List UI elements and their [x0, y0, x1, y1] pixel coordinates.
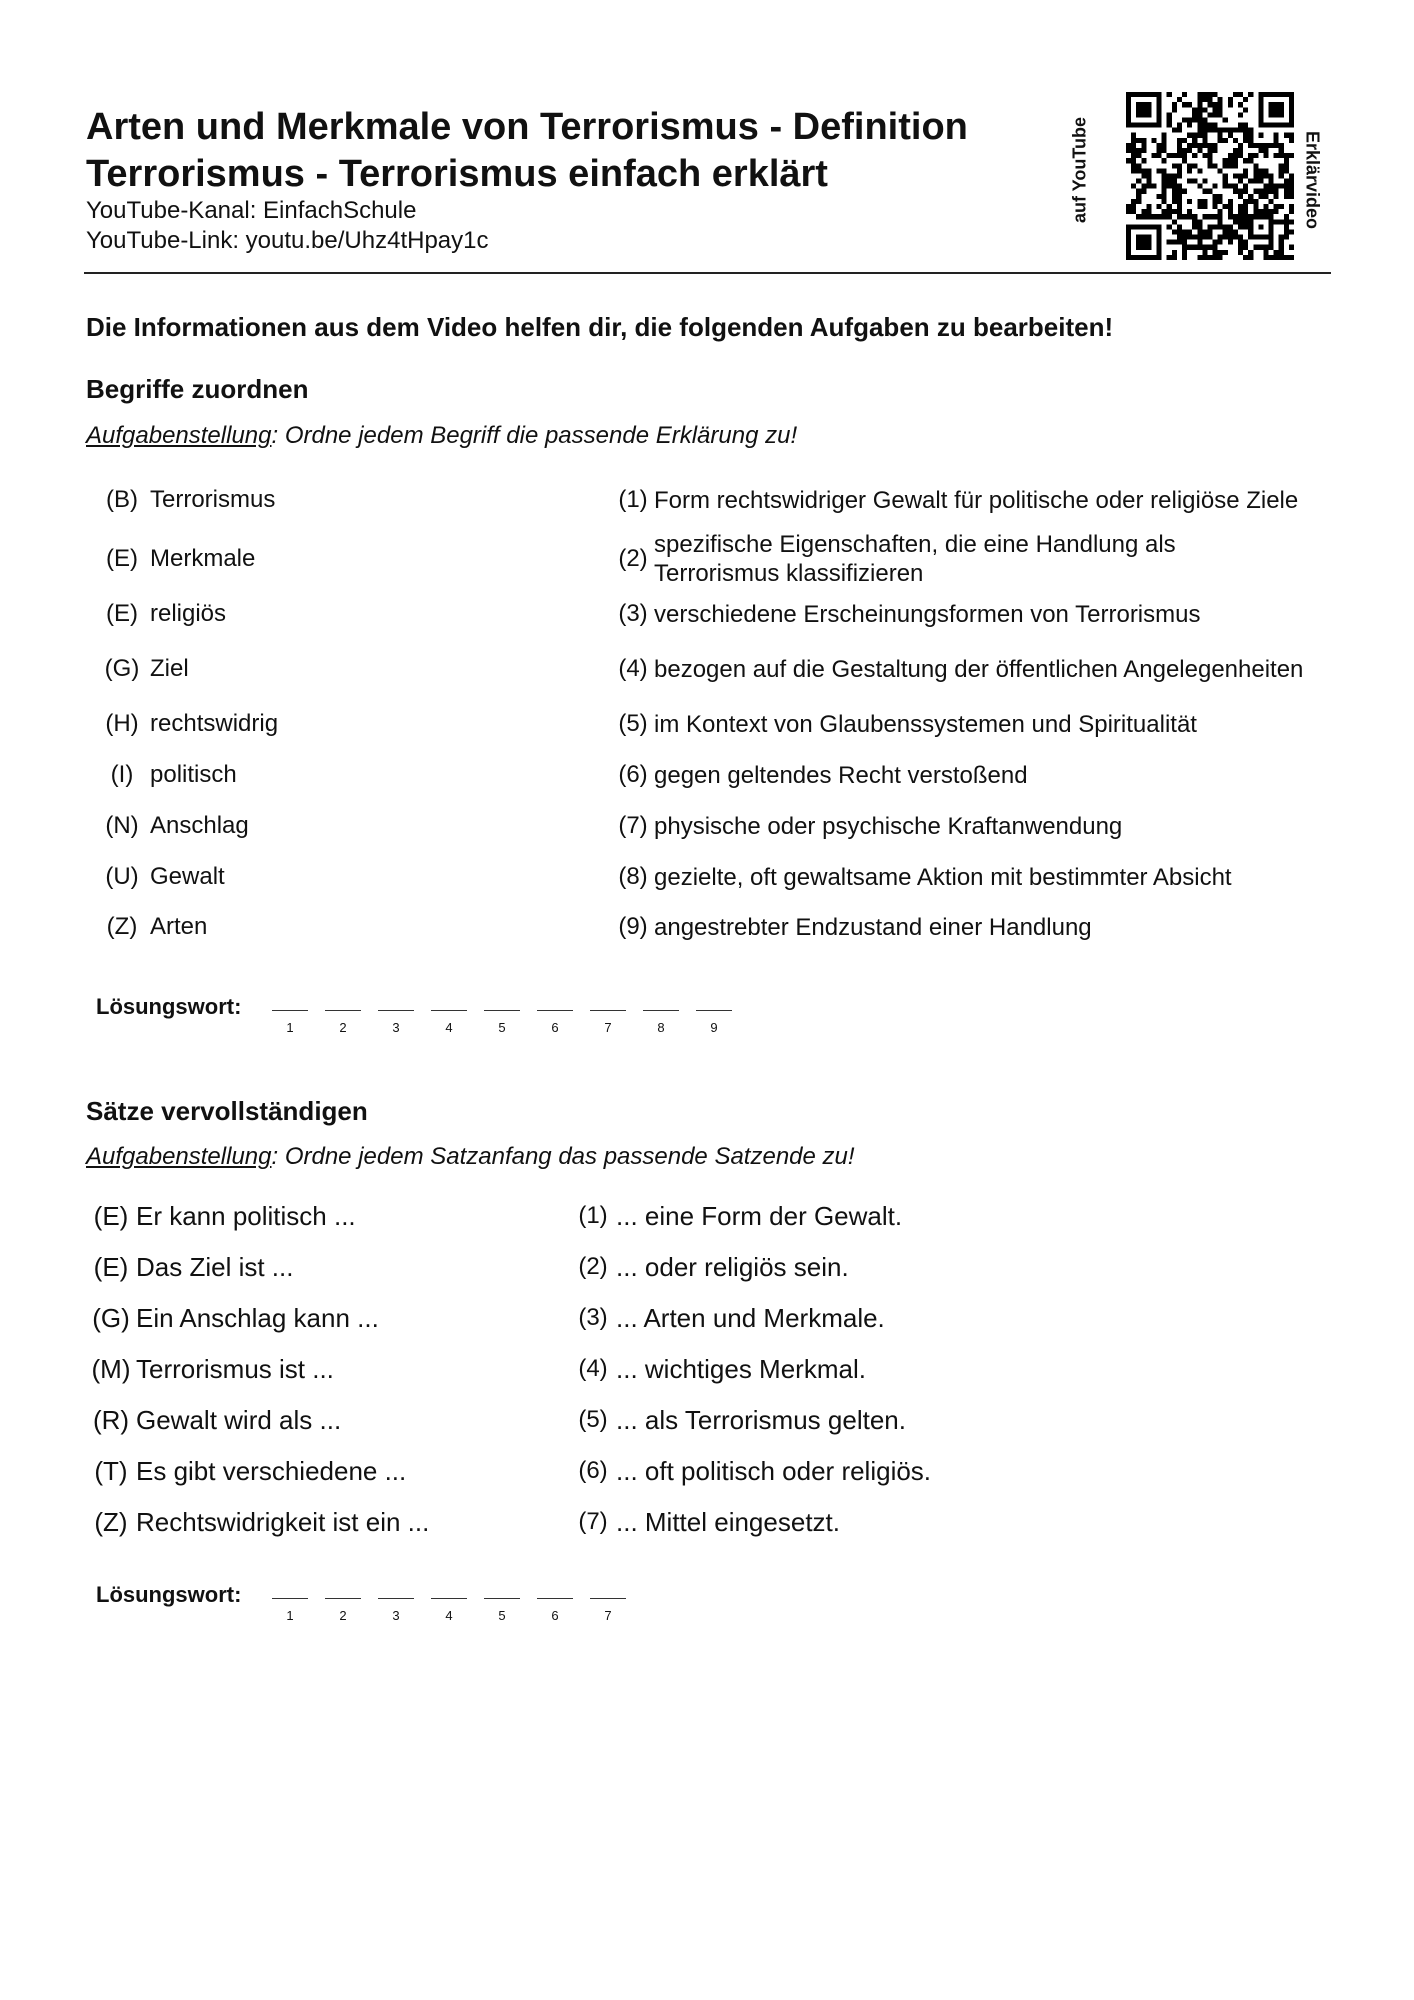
definition-number: (8)	[618, 863, 648, 890]
sentence-start-row	[86, 1196, 356, 1236]
solution-blank[interactable]	[590, 1010, 626, 1011]
qr-right-label: Erklärvideo	[1302, 130, 1323, 230]
page-title: Arten und Merkmale von Terrorismus - Definition Terrorismus - Terrorismus einfach erklärt	[86, 106, 968, 195]
term-label: Arten	[150, 913, 208, 940]
blank-number: 2	[339, 1608, 347, 1623]
sentence-end-number: (1)	[578, 1202, 608, 1229]
definition-text: im Kontext von Glaubenssystemen und Spiritualität	[654, 710, 1197, 738]
sentence-letter: (E)	[93, 1251, 129, 1282]
section1-task	[86, 422, 797, 450]
solution-label: Lösungswort:	[96, 994, 242, 1019]
term-label: politisch	[150, 761, 237, 788]
term-letter: (E)	[106, 600, 138, 627]
term-row	[94, 539, 255, 579]
sentence-end: ... eine Form der Gewalt.	[616, 1200, 903, 1231]
definition-row	[612, 857, 1304, 897]
blank-number: 7	[604, 1608, 612, 1623]
blank-number: 5	[498, 1020, 506, 1035]
blank-number: 4	[445, 1608, 453, 1623]
sentence-letter: (E)	[93, 1200, 129, 1231]
term-row	[94, 806, 249, 846]
header-divider	[84, 272, 1331, 274]
term-row	[94, 857, 225, 897]
sentence-end-row	[570, 1298, 885, 1338]
sentence-end-number: (7)	[578, 1508, 608, 1535]
blank-number: 3	[392, 1608, 400, 1623]
sentence-letter: (G)	[92, 1302, 130, 1333]
term-label: Gewalt	[150, 863, 225, 890]
sentence-start: Er kann politisch ...	[136, 1200, 356, 1231]
blank-number: 1	[286, 1020, 294, 1035]
section2-title: Sätze vervollständigen	[86, 1096, 368, 1126]
blank-number: 6	[551, 1020, 559, 1035]
term-row	[94, 907, 207, 947]
term-row	[94, 480, 275, 520]
solution-blanks-1[interactable]	[272, 1010, 752, 1046]
blank-number: 1	[286, 1608, 294, 1623]
blank-number: 8	[657, 1020, 665, 1035]
blank-number: 9	[710, 1020, 718, 1035]
sentence-start-row	[86, 1502, 429, 1542]
section1-title: Begriffe zuordnen	[86, 374, 309, 404]
term-row	[94, 755, 237, 795]
sentence-end: ... Arten und Merkmale.	[616, 1302, 885, 1333]
definition-number: (4)	[618, 655, 648, 682]
term-letter: (H)	[105, 710, 139, 737]
term-letter: (I)	[110, 761, 134, 788]
task-label: Aufgabenstellung	[86, 1143, 272, 1170]
blank-number: 4	[445, 1020, 453, 1035]
definition-text: bezogen auf die Gestaltung der öffentlichen Angelegenheiten	[654, 655, 1304, 683]
definition-row	[612, 470, 1304, 530]
definition-number: (1)	[618, 486, 648, 513]
term-letter: (G)	[104, 655, 140, 682]
sentence-start: Rechtswidrigkeit ist ein ...	[136, 1506, 430, 1537]
definition-number: (2)	[618, 545, 648, 572]
sentence-end: ... oft politisch oder religiös.	[616, 1455, 932, 1486]
sentence-end-row	[570, 1196, 902, 1236]
term-letter: (B)	[106, 486, 138, 513]
sentence-end: ... oder religiös sein.	[616, 1251, 849, 1282]
sentence-end-row	[570, 1502, 840, 1542]
term-letter: (Z)	[106, 913, 138, 940]
definition-row	[612, 594, 1304, 634]
sentence-start: Terrorismus ist ...	[136, 1353, 334, 1384]
definition-number: (3)	[618, 600, 648, 627]
solution-blank[interactable]	[325, 1010, 361, 1011]
sentence-end-number: (4)	[578, 1355, 608, 1382]
definition-row	[612, 704, 1304, 744]
definition-text: gezielte, oft gewaltsame Aktion mit bestimmter Absicht	[654, 863, 1232, 891]
sentence-letter: (T)	[94, 1455, 128, 1486]
definition-text: physische oder psychische Kraftanwendung	[654, 812, 1123, 840]
solution-blank[interactable]	[484, 1010, 520, 1011]
intro-text: Die Informationen aus dem Video helfen dir, die folgenden Aufgaben zu bearbeiten!	[86, 312, 1114, 342]
solution-blank[interactable]	[431, 1598, 467, 1599]
solution-blank[interactable]	[643, 1010, 679, 1011]
definition-text: angestrebter Endzustand einer Handlung	[654, 913, 1092, 941]
sentence-end-number: (6)	[578, 1457, 608, 1484]
blank-number: 6	[551, 1608, 559, 1623]
sentence-end-row	[570, 1451, 931, 1491]
section2-task	[86, 1143, 855, 1171]
sentence-start-row	[86, 1247, 293, 1287]
sentence-start-row	[86, 1298, 379, 1338]
sentence-start: Ein Anschlag kann ...	[136, 1302, 379, 1333]
sentence-end-row	[570, 1247, 849, 1287]
blank-number: 5	[498, 1608, 506, 1623]
solution-blank[interactable]	[325, 1598, 361, 1599]
term-row	[94, 594, 226, 634]
video-link[interactable]: YouTube-Link: youtu.be/Uhz4tHpay1c	[86, 227, 489, 254]
sentence-start-row	[86, 1400, 341, 1440]
channel-info: YouTube-Kanal: EinfachSchule	[86, 197, 417, 224]
solution-blank[interactable]	[537, 1598, 573, 1599]
solution-blanks-2[interactable]	[272, 1598, 652, 1634]
sentence-end: ... wichtiges Merkmal.	[616, 1353, 866, 1384]
definition-row	[612, 806, 1304, 846]
solution-blank[interactable]	[484, 1598, 520, 1599]
solution-blank[interactable]	[272, 1598, 308, 1599]
solution-blank[interactable]	[378, 1010, 414, 1011]
solution-blank[interactable]	[590, 1598, 626, 1599]
sentence-letter: (Z)	[94, 1506, 128, 1537]
definition-number: (9)	[618, 913, 648, 940]
solution-blank[interactable]	[431, 1010, 467, 1011]
solution-blank[interactable]	[696, 1010, 732, 1011]
solution-blank[interactable]	[378, 1598, 414, 1599]
term-label: rechtswidrig	[150, 710, 279, 737]
term-label: religiös	[150, 600, 227, 627]
term-row	[94, 649, 189, 689]
solution-blank[interactable]	[272, 1010, 308, 1011]
definition-row	[612, 639, 1304, 699]
definition-row	[612, 907, 1304, 947]
task-label: Aufgabenstellung	[86, 422, 272, 449]
blank-number: 2	[339, 1020, 347, 1035]
qr-code-icon[interactable]	[1126, 92, 1294, 260]
definition-row	[612, 755, 1304, 795]
term-label: Terrorismus	[150, 486, 276, 513]
sentence-end: ... Mittel eingesetzt.	[616, 1506, 840, 1537]
sentence-start-row	[86, 1349, 334, 1389]
term-label: Ziel	[150, 655, 189, 682]
solution-blank[interactable]	[537, 1010, 573, 1011]
definition-text: spezifische Eigenschaften, die eine Handlung als Terrorismus klassifizieren	[654, 531, 1176, 587]
blank-number: 3	[392, 1020, 400, 1035]
term-letter: (N)	[105, 812, 139, 839]
term-label: Merkmale	[150, 545, 256, 572]
sentence-start: Das Ziel ist ...	[136, 1251, 294, 1282]
task-text: : Ordne jedem Begriff die passende Erklärung zu!	[271, 422, 798, 449]
blank-number: 7	[604, 1020, 612, 1035]
definition-text: verschiedene Erscheinungsformen von Terrorismus	[654, 600, 1201, 628]
definition-text: gegen geltendes Recht verstoßend	[654, 761, 1028, 789]
definition-number: (5)	[618, 710, 648, 737]
sentence-end-number: (5)	[578, 1406, 608, 1433]
definition-row	[612, 529, 1304, 589]
term-letter: (E)	[106, 545, 138, 572]
solution-label: Lösungswort:	[96, 1582, 242, 1607]
definition-number: (6)	[618, 761, 648, 788]
term-letter: (U)	[105, 863, 139, 890]
sentence-end-row	[570, 1400, 906, 1440]
sentence-end-number: (2)	[578, 1253, 608, 1280]
sentence-end-number: (3)	[578, 1304, 608, 1331]
sentence-start: Es gibt verschiedene ...	[136, 1455, 407, 1486]
sentence-start-row	[86, 1451, 406, 1491]
definition-number: (7)	[618, 812, 648, 839]
sentence-letter: (R)	[92, 1404, 130, 1435]
sentence-end-row	[570, 1349, 866, 1389]
sentence-letter: (M)	[91, 1353, 131, 1384]
qr-left-label: auf YouTube	[1069, 117, 1090, 223]
term-label: Anschlag	[150, 812, 249, 839]
task-text: : Ordne jedem Satzanfang das passende Satzende zu!	[271, 1143, 855, 1170]
sentence-start: Gewalt wird als ...	[136, 1404, 342, 1435]
sentence-end: ... als Terrorismus gelten.	[616, 1404, 906, 1435]
term-row	[94, 704, 278, 744]
definition-text: Form rechtswidriger Gewalt für politische oder religiöse Ziele	[654, 486, 1299, 514]
